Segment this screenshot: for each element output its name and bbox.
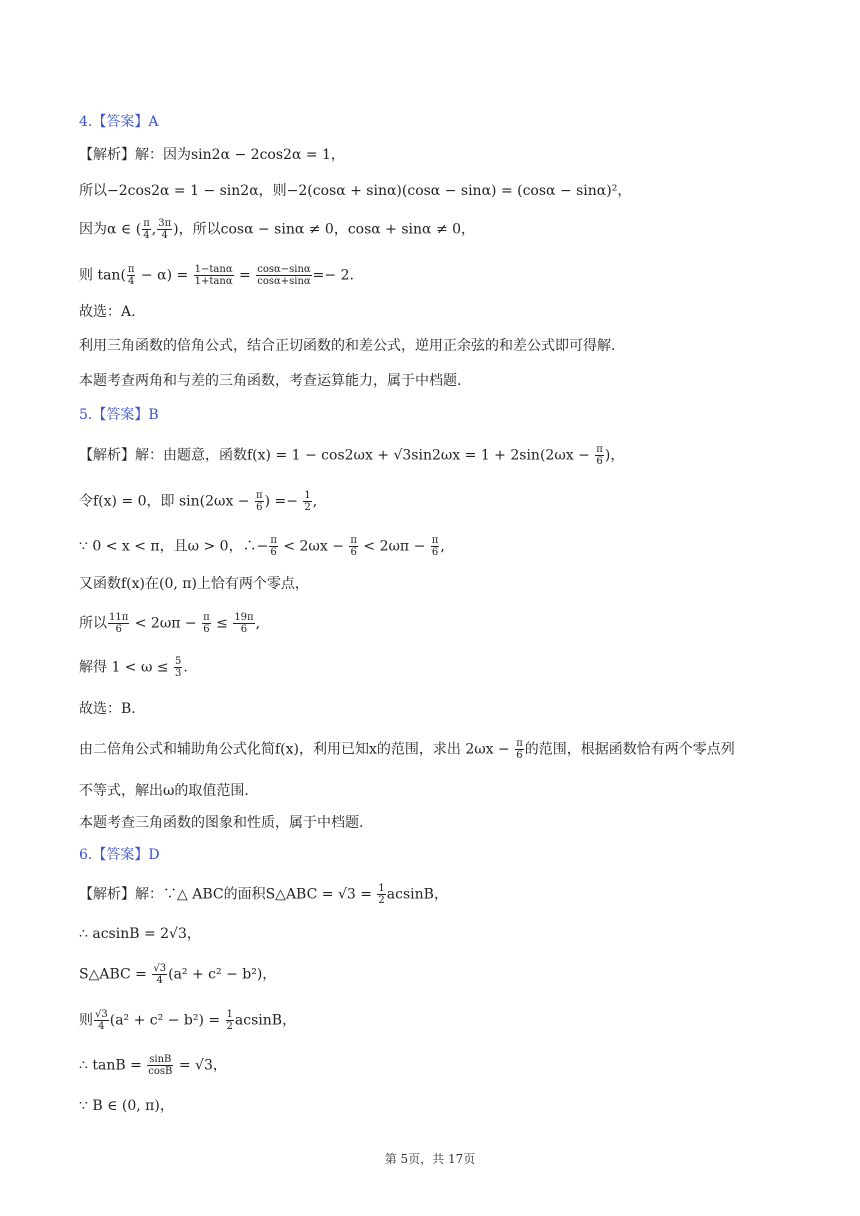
fraction: $\frac{\pi}{6}$ [270, 535, 277, 558]
fraction: $\frac{√3}{4}$ [153, 963, 167, 986]
q6-analysis-line: ∴ acsinB = 2√3， [79, 926, 201, 942]
q4-analysis-line: 所以−2cos2α = 1 − sin2α，则−2(cosα + sinα)(cosα − sinα) = (cosα − sinα)²， [79, 183, 632, 199]
q5-answer-heading: 5.【答案】B [79, 407, 159, 423]
q5-summary: 本题考查三角函数的图象和性质，属于中档题. [79, 815, 364, 831]
page-footer: 第 5页，共 17页 [384, 1152, 476, 1166]
q5-method-line: 由二倍角公式和辅助角公式化简f(x)，利用已知x的范围，求出 2ωx − $\frac{\pi}{6}$ 的范围，根据函数恰有两个零点列 [79, 738, 735, 761]
q5-analysis-line: 所以 $\frac{11\pi}{6}$ < 2ωπ − $\frac{\pi}{6}$ ≤ $\frac{19\pi}{6}$ , [79, 612, 261, 635]
fraction: $\frac{\pi}{6}$ [350, 535, 357, 558]
fraction: $\frac{\cos\alpha-\sin\alpha}{\cos\alpha+\sin\alpha}$ [257, 264, 311, 287]
fraction: $\frac{\pi}{6}$ [516, 738, 523, 761]
q4-method: 利用三角函数的倍角公式，结合正切函数的和差公式，逆用正余弦的和差公式即可得解. [79, 338, 616, 354]
q6-analysis-line: ∴ tanB = $\frac{\sin B}{\cos B}$ = √3， [79, 1054, 227, 1077]
q6-analysis-line: S△ABC = $\frac{√3}{4}$ (a² + c² − b²)， [79, 963, 277, 986]
fraction: $\frac{1}{2}$ [378, 883, 385, 906]
fraction: $\frac{\pi}{4}$ [127, 264, 135, 287]
fraction: $\frac{1}{2}$ [304, 490, 311, 513]
fraction: $\frac{19\pi}{6}$ [234, 612, 254, 635]
q5-analysis-line: 令f(x) = 0，即 sin(2ωx − $\frac{\pi}{6}$ ) =− $\frac{1}{2}$ , [79, 490, 318, 513]
q4-analysis-line: 因为α ∈ ( $\frac{\pi}{4}$ , $\frac{3\pi}{4}$ )，所以cosα − sinα ≠ 0，cosα + sinα ≠ 0， [79, 218, 476, 241]
fraction: $\frac{\pi}{6}$ [431, 535, 439, 558]
q6-analysis-line: 【解析】解：∵△ ABC的面积S△ABC = √3 = $\frac{1}{2}$ acsinB， [79, 883, 448, 906]
q5-choice: 故选：B. [79, 701, 136, 717]
fraction: $\frac{5}{3}$ [175, 656, 182, 679]
fraction: $\frac{\pi}{6}$ [255, 490, 263, 513]
q5-analysis-line: 【解析】解：由题意，函数f(x) = 1 − cos2ωx + √3sin2ωx = 1 + 2sin(2ωx − $\frac{\pi}{6}$ )， [79, 444, 625, 467]
q6-analysis-line: 则 $\frac{√3}{4}$ (a² + c² − b²) = $\frac{1}{2}$ acsinB， [79, 1009, 297, 1032]
q4-analysis-line: 【解析】解：因为sin2α − 2cos2α = 1， [79, 147, 345, 163]
fraction: $\frac{\pi}{6}$ [596, 444, 603, 467]
q6-answer-heading: 6.【答案】D [79, 847, 160, 863]
fraction: $\frac{1}{2}$ [226, 1009, 233, 1032]
fraction: $\frac{√3}{4}$ [95, 1009, 108, 1032]
q5-analysis-line: 又函数f(x)在(0, π)上恰有两个零点， [79, 576, 309, 592]
q5-method-line: 不等式，解出ω的取值范围. [79, 783, 249, 799]
fraction: $\frac{\pi}{4}$ [143, 218, 150, 241]
fraction: $\frac{11\pi}{6}$ [109, 612, 129, 635]
q5-analysis-line: 解得 1 < ω ≤ $\frac{5}{3}$ . [79, 656, 188, 679]
fraction: $\frac{3\pi}{4}$ [158, 218, 172, 241]
q4-summary: 本题考查两角和与差的三角函数，考查运算能力，属于中档题. [79, 373, 462, 389]
fraction: $\frac{\pi}{6}$ [203, 612, 210, 635]
q4-analysis-line: 则 tan( $\frac{\pi}{4}$ − α) = $\frac{1-\tan\alpha}{1+\tan\alpha}$ = $\frac{\cos\alpha-\sin\alpha}{\cos\alpha+\sin\alpha}$ =− 2. [79, 264, 354, 287]
fraction: $\frac{\sin B}{\cos B}$ [148, 1054, 173, 1077]
q6-analysis-line: ∵ B ∈ (0, π)， [79, 1098, 174, 1114]
q4-answer-heading: 4.【答案】A [79, 114, 159, 130]
q4-choice: 故选：A. [79, 304, 136, 320]
q5-analysis-line: ∵ 0 < x < π，且ω > 0，∴− $\frac{\pi}{6}$ < 2ωx − $\frac{\pi}{6}$ < 2ωπ − $\frac{\pi}{6}$ , [79, 535, 445, 558]
fraction: $\frac{1-\tan\alpha}{1+\tan\alpha}$ [194, 264, 233, 287]
